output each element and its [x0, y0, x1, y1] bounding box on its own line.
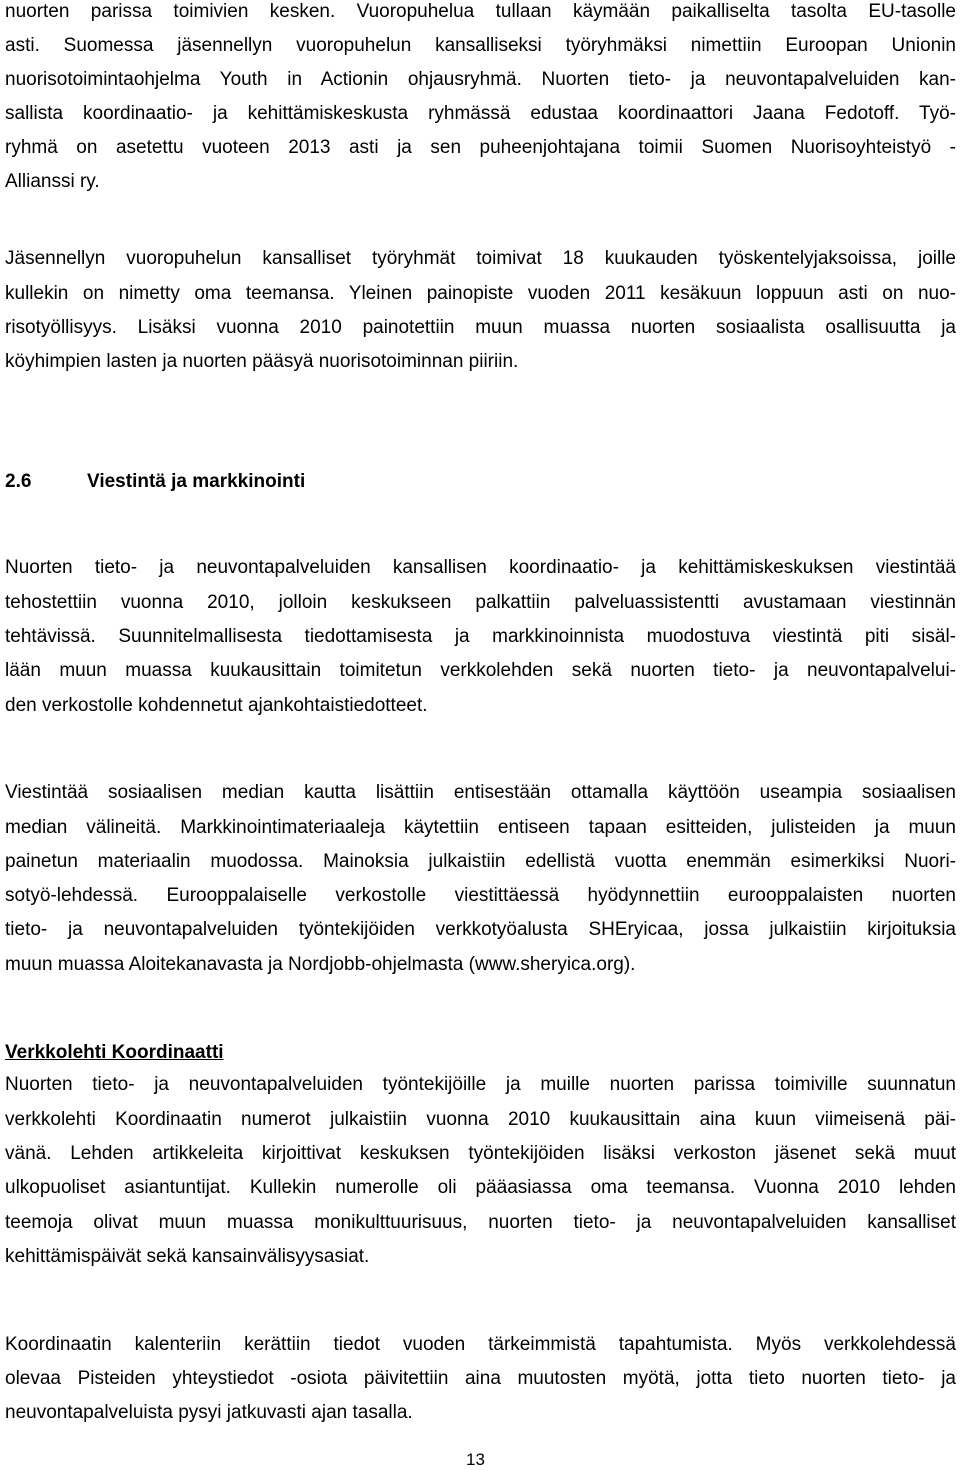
section-title: Viestintä ja markkinointi: [87, 471, 306, 492]
paragraph-4-line-4: sotyö-lehdessä. Eurooppalaiselle verkostolle viestittäessä hyödynnettiin eurooppalaisten nuorten: [5, 885, 956, 906]
paragraph-4-line-6: muun muassa Aloitekanavasta ja Nordjobb-ohjelmasta (www.sheryica.org).: [5, 954, 636, 975]
paragraph-2-line-1: Jäsennellyn vuoropuhelun kansalliset työryhmät toimivat 18 kuukauden työskentelyjaksoissa, joille: [5, 248, 956, 269]
paragraph-6-line-2: olevaa Pisteiden yhteystiedot -osiota päivitettiin aina muutosten myötä, jotta tieto nuorten tieto- ja: [5, 1368, 956, 1389]
paragraph-6-line-3: neuvontapalveluista pysyi jatkuvasti ajan tasalla.: [5, 1402, 413, 1423]
page-number: 13: [466, 1450, 485, 1469]
paragraph-5-line-3: vänä. Lehden artikkeleita kirjoittivat keskuksen työntekijöiden lisäksi verkoston jäsenet sekä muut: [5, 1143, 956, 1164]
paragraph-5-line-2: verkkolehti Koordinaatin numerot julkaistiin vuonna 2010 kuukausittain aina kuun viimeisenä päi-: [5, 1109, 956, 1130]
paragraph-4-line-1: Viestintää sosiaalisen median kautta lisättiin entisestään ottamalla käyttöön useampia sosiaalisen: [5, 782, 956, 803]
paragraph-4-line-3: painetun materiaalin muodossa. Mainoksia julkaistiin edellistä vuotta enemmän esimerkiksi Nuori-: [5, 851, 956, 872]
paragraph-6-line-1: Koordinaatin kalenteriin kerättiin tiedot vuoden tärkeimmistä tapahtumista. Myös verkkolehdessä: [5, 1334, 956, 1355]
paragraph-4-line-2: median välineitä. Markkinointimateriaaleja käytettiin entiseen tapaan esitteiden, julisteiden ja muun: [5, 817, 956, 838]
paragraph-2-line-3: risotyöllisyys. Lisäksi vuonna 2010 painotettiin muun muassa nuorten sosiaalista osallisuutta ja: [5, 317, 956, 338]
paragraph-1-line-3: nuorisotoimintaohjelma Youth in Actionin ohjausryhmä. Nuorten tieto- ja neuvontapalveluiden kan-: [5, 69, 956, 90]
paragraph-1-line-4: sallista koordinaatio- ja kehittämiskeskusta ryhmässä edustaa koordinaattori Jaana Fedotoff. Työ-: [5, 103, 956, 124]
paragraph-5-line-1: Nuorten tieto- ja neuvontapalveluiden työntekijöille ja muille nuorten parissa toimiville suunnatun: [5, 1074, 956, 1095]
paragraph-1-line-2: asti. Suomessa jäsennellyn vuoropuhelun kansalliseksi työryhmäksi nimettiin Euroopan Unionin: [5, 35, 956, 56]
paragraph-5-line-5: teemoja olivat muun muassa monikulttuurisuus, nuorten tieto- ja neuvontapalveluiden kansalliset: [5, 1212, 956, 1233]
paragraph-3-line-3: tehtävissä. Suunnitelmallisesta tiedottamisesta ja markkinoinnista muodostuva viestintä piti sisäl-: [5, 626, 956, 647]
paragraph-3-line-4: lään muun muassa kuukausittain toimitetun verkkolehden sekä nuorten tieto- ja neuvontapalvelui-: [5, 660, 956, 681]
paragraph-5-line-4: ulkopuoliset asiantuntijat. Kullekin numerolle oli pääasiassa oma teemansa. Vuonna 2010 lehden: [5, 1177, 956, 1198]
paragraph-2-line-4: köyhimpien lasten ja nuorten pääsyä nuorisotoiminnan piiriin.: [5, 351, 519, 372]
paragraph-4-line-5: tieto- ja neuvontapalveluiden työntekijöiden verkkotyöalusta SHEryicaa, jossa julkaistiin kirjoituksia: [5, 919, 956, 940]
paragraph-3-line-5: den verkostolle kohdennetut ajankohtaistiedotteet.: [5, 695, 428, 716]
subheading: Verkkolehti Koordinaatti: [5, 1042, 224, 1063]
paragraph-3-line-2: tehostettiin vuonna 2010, jolloin keskukseen palkattiin palveluassistentti avustamaan viestinnän: [5, 592, 956, 613]
paragraph-1-line-5: ryhmä on asetettu vuoteen 2013 asti ja sen puheenjohtajana toimii Suomen Nuorisoyhteistyö -: [5, 137, 956, 158]
paragraph-5-line-6: kehittämispäivät sekä kansainvälisyysasiat.: [5, 1246, 370, 1267]
paragraph-3-line-1: Nuorten tieto- ja neuvontapalveluiden kansallisen koordinaatio- ja kehittämiskeskuksen viestintää: [5, 557, 956, 578]
paragraph-1-line-6: Allianssi ry.: [5, 171, 100, 192]
paragraph-1-line-1: nuorten parissa toimivien kesken. Vuoropuhelua tullaan käymään paikalliselta tasolta EU-tasolle: [5, 1, 956, 22]
paragraph-2-line-2: kullekin on nimetty oma teemansa. Yleinen painopiste vuoden 2011 kesäkuun loppuun asti on nuo-: [5, 283, 956, 304]
section-number: 2.6: [5, 471, 32, 492]
